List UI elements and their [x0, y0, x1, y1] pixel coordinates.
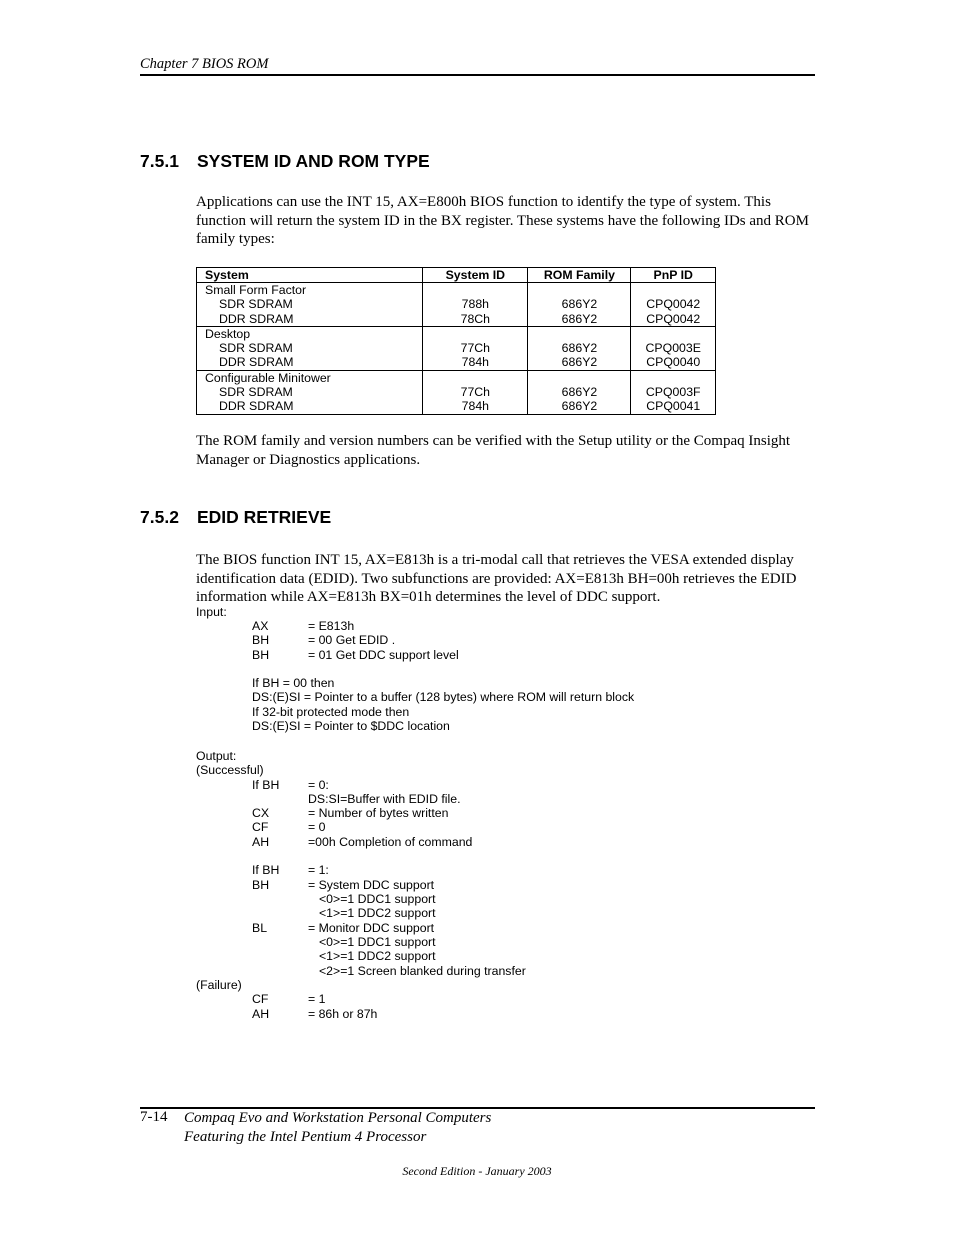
table-cell: DDR SDRAM: [219, 399, 294, 414]
register-value: = 86h or 87h: [308, 1007, 378, 1021]
table-cell: CPQ003F: [631, 385, 716, 399]
section2-intro: The BIOS function INT 15, AX=E813h is a tri-modal call that retrieves the VESA extended display identification data (EDID). Two subfunctions are provided: AX=E813h BH=00h retrieves the EDID information while AX=E813h BX=01h determines the level of DDC support.: [196, 552, 797, 606]
table-cell: DDR SDRAM: [219, 311, 294, 326]
footer-title-line: Compaq Evo and Workstation Personal Computers: [184, 1110, 492, 1126]
table-cell: 686Y2: [528, 312, 631, 327]
register-name: CF: [252, 992, 269, 1006]
table-row: [197, 355, 716, 370]
register-name: BH: [252, 633, 270, 647]
table-row: [197, 385, 716, 399]
page-number: 7-14: [140, 1109, 168, 1125]
register-name: BH: [252, 648, 270, 662]
register-name: If BH: [252, 863, 280, 877]
running-head: Chapter 7 BIOS ROM: [140, 56, 269, 72]
column-header: System: [197, 268, 423, 283]
register-value: DS:SI=Buffer with EDID file.: [308, 792, 461, 806]
successful-label: (Successful): [196, 763, 264, 777]
section-title: EDID RETRIEVE: [197, 507, 332, 527]
table-group-row: [197, 283, 716, 298]
bit-description: <0>=1 DDC1 support: [319, 935, 436, 949]
register-name: AX: [252, 619, 269, 633]
bit-description: <2>=1 Screen blanked during transfer: [319, 964, 526, 978]
system-id-table: [196, 267, 716, 415]
section-heading-7-5-2: [140, 507, 331, 528]
table-cell: SDR SDRAM: [219, 297, 293, 312]
group-name: Configurable Minitower: [197, 370, 423, 385]
input-label: Input:: [196, 605, 227, 619]
output-label: Output:: [196, 749, 237, 763]
footer-title-line: Featuring the Intel Pentium 4 Processor: [184, 1128, 427, 1145]
header-rule: [140, 74, 815, 76]
register-name: If BH: [252, 778, 280, 792]
register-name: BH: [252, 878, 270, 892]
table-cell: DDR SDRAM: [219, 355, 294, 370]
register-name: AH: [252, 1007, 270, 1021]
register-value: = Monitor DDC support: [308, 921, 435, 935]
register-value: = Number of bytes written: [308, 806, 449, 820]
table-cell: 784h: [423, 399, 528, 414]
section-title: SYSTEM ID AND ROM TYPE: [197, 151, 430, 171]
note-line: DS:(E)SI = Pointer to $DDC location: [252, 719, 450, 733]
note-line: If BH = 00 then: [252, 676, 335, 690]
table-cell: CPQ0042: [631, 312, 716, 327]
register-value: = 00 Get EDID .: [308, 633, 396, 647]
table-cell: 784h: [423, 355, 528, 370]
table-cell: 686Y2: [528, 399, 631, 414]
register-name: AH: [252, 835, 270, 849]
table-cell: CPQ0040: [631, 355, 716, 370]
section1-after-text: The ROM family and version numbers can be verified with the Setup utility or the Compaq Insight Manager or Diagnostics applications.: [196, 433, 791, 468]
table-row: [197, 297, 716, 311]
table-row: [197, 399, 716, 414]
table-cell: 77Ch: [423, 341, 528, 355]
register-value: = E813h: [308, 619, 355, 633]
table-cell: CPQ0041: [631, 399, 716, 414]
bit-description: <1>=1 DDC2 support: [319, 949, 436, 963]
failure-label: (Failure): [196, 978, 242, 992]
register-value: =00h Completion of command: [308, 835, 473, 849]
table-cell: SDR SDRAM: [219, 385, 293, 400]
register-name: CX: [252, 806, 270, 820]
register-value: = System DDC support: [308, 878, 435, 892]
table-cell: 686Y2: [528, 385, 631, 399]
bit-description: <0>=1 DDC1 support: [319, 892, 436, 906]
table-cell: SDR SDRAM: [219, 341, 293, 356]
register-value: = 01 Get DDC support level: [308, 648, 459, 662]
note-line: DS:(E)SI = Pointer to a buffer (128 bytes) where ROM will return block: [252, 690, 635, 704]
section1-intro: Applications can use the INT 15, AX=E800h BIOS function to identify the type of system. This function will return the system ID in the BX register. These systems have the following IDs and ROM family types:: [196, 194, 809, 248]
table-cell: CPQ0042: [631, 297, 716, 311]
section-number: 7.5.1: [140, 151, 179, 171]
table-cell: 686Y2: [528, 355, 631, 370]
column-header: System ID: [423, 268, 528, 283]
section-heading-7-5-1: [140, 151, 430, 172]
group-name: Small Form Factor: [197, 283, 423, 298]
column-header: ROM Family: [528, 268, 631, 283]
table-cell: 686Y2: [528, 297, 631, 311]
bit-description: <1>=1 DDC2 support: [319, 906, 436, 920]
table-group-row: [197, 326, 716, 341]
register-value: = 0: [308, 820, 326, 834]
section-number: 7.5.2: [140, 507, 179, 527]
table-cell: 788h: [423, 297, 528, 311]
table-group-row: [197, 370, 716, 385]
register-name: BL: [252, 921, 268, 935]
table-cell: 686Y2: [528, 341, 631, 355]
edition-line: Second Edition - January 2003: [402, 1164, 552, 1178]
table-row: [197, 341, 716, 355]
register-value: = 0:: [308, 778, 329, 792]
footer-title: [184, 1109, 491, 1146]
table-row: [197, 312, 716, 327]
register-name: CF: [252, 820, 269, 834]
table-header-row: [197, 268, 716, 283]
register-value: = 1:: [308, 863, 329, 877]
column-header: PnP ID: [631, 268, 716, 283]
table-cell: 77Ch: [423, 385, 528, 399]
table-cell: 78Ch: [423, 312, 528, 327]
register-value: = 1: [308, 992, 326, 1006]
note-line: If 32-bit protected mode then: [252, 705, 410, 719]
group-name: Desktop: [197, 326, 423, 341]
table-cell: CPQ003E: [631, 341, 716, 355]
